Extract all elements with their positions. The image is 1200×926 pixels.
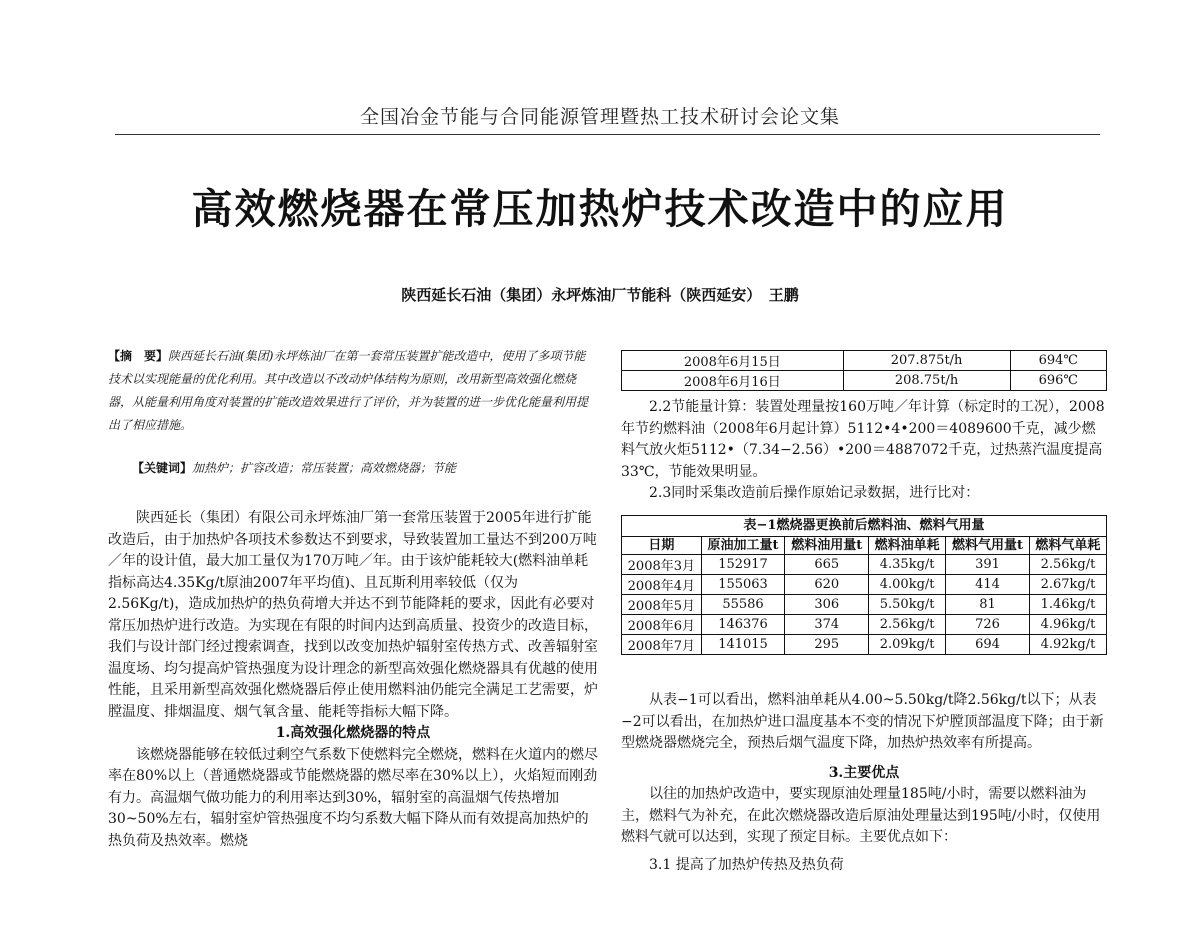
para-2-2: 2.2节能量计算：装置处理量按160万吨／年计算（标定时的工况），2008年节约燃料油（2008年6月起计算）5112•4•200＝4089600千克，减少燃料气放火炬5112•（7.34−2.56）•200＝4887072千克，过热蒸汽温度提高33℃，节能效果明显。 xyxy=(621,399,1105,480)
section1-paragraph: 该燃烧器能够在较低过剩空气系数下使燃料完全燃烧，燃料在火道内的燃尽率在80%以上（普通燃烧器或节能燃烧器的燃尽率在30%以上），火焰短而刚劲有力。高温烟气做功能力的利用率达到30%，辐射室的高温烟气传热增加30~50%左右，辐射室炉管热强度不均匀系数大幅下降从而有效提高加热炉的热负荷及热效率。燃烧 xyxy=(108,746,598,849)
keywords-text: 加热炉；扩容改造；常压装置；高效燃烧器；节能 xyxy=(192,461,457,475)
table2-cell: 306 xyxy=(785,595,869,615)
abstract-text: 陕西延长石油(集团)永坪炼油厂在第一套常压装置扩能改造中，使用了多项节能技术以实现能量的优化利用。其中改造以不改动炉体结构为原则，改用新型高效强化燃烧器，从能量利用角度对装置的扩能改造效果进行了评价，并为装置的进一步优化能量利用提出了相应措施。 xyxy=(108,349,589,432)
keywords-label: 【关键词】 xyxy=(132,461,193,475)
table2-cell: 1.46kg/t xyxy=(1029,595,1106,615)
table2-header-cell: 日期 xyxy=(622,537,702,555)
table2-body xyxy=(622,555,1107,655)
table2-cell: 152917 xyxy=(701,555,785,575)
table2-row xyxy=(622,635,1107,655)
table2-cell: 2.56kg/t xyxy=(869,615,946,635)
table2-cell: 4.96kg/t xyxy=(1029,615,1106,635)
section1-heading: 1.高效强化燃烧器的特点 xyxy=(275,725,431,741)
table2-cell: 374 xyxy=(785,615,869,635)
table2-cell: 620 xyxy=(785,575,869,595)
table1-row xyxy=(622,351,1107,371)
table2-cell: 4.35kg/t xyxy=(869,555,946,575)
table2-caption: 表−1燃烧器更换前后燃料油、燃料气用量 xyxy=(621,515,1107,536)
table1-cell: 207.875t/h xyxy=(843,351,1010,371)
table2-cell: 2008年4月 xyxy=(622,575,702,595)
author-line: 陕西延长石油（集团）永坪炼油厂节能科（陕西延安） 王鹏 xyxy=(401,286,799,304)
table2-cell: 2008年7月 xyxy=(622,635,702,655)
table2-cell: 2.56kg/t xyxy=(1029,555,1106,575)
table2-cell: 155063 xyxy=(701,575,785,595)
abstract xyxy=(108,345,596,437)
table2-header-cell: 燃料油用量t xyxy=(785,537,869,555)
table2-cell: 2008年6月 xyxy=(622,615,702,635)
table2-row xyxy=(622,555,1107,575)
table2-cell: 2.09kg/t xyxy=(869,635,946,655)
table2-cell: 4.00kg/t xyxy=(869,575,946,595)
table2-cell: 141015 xyxy=(701,635,785,655)
right-column-top xyxy=(621,397,1107,505)
intro-paragraph: 陕西延长（集团）有限公司永坪炼油厂第一套常压装置于2005年进行扩能改造后，由于加热炉各项技术参数达不到要求，导致装置加工量达不到200万吨／年的设计值，最大加工量仅为170万吨／年。由于该炉能耗较大(燃料油单耗指标高达4.35Kg/t原油2007年平均值)、且瓦斯利用率较低（仅为2.56Kg/t)，造成加热炉的热负荷增大并达不到节能降耗的要求，因此有必要对常压加热炉进行改造。为实现在有限的时间内达到高质量、投资少的改造目标，我们与设计部门经过搜索调查，找到以改变加热炉辐射室传热方式、改善辐射室温度场、均匀提高炉管热强度为设计理念的新型高效强化燃烧器具有优越的使用性能，且采用新型高效强化燃烧器后停止使用燃料油仍能完全满足工艺需要，炉膛温度、排烟温度、烟气氧含量、能耗等指标大幅下降。 xyxy=(108,510,598,720)
table1-cell: 696℃ xyxy=(1010,371,1106,391)
para-2-3: 2.3同时采集改造前后操作原始记录数据，进行比对： xyxy=(649,485,980,501)
running-header: 全国冶金节能与合同能源管理暨热工技术研讨会论文集 xyxy=(359,106,840,128)
table1 xyxy=(621,350,1107,391)
section3-paragraph: 以往的加热炉改造中，要实现原油处理量185吨/小时，需要以燃料油为主，燃料气为补充，在此次燃烧器改造后原油处理量达到195吨/小时，仅使用燃料气就可以达到，实现了预定目标。主要优点如下： xyxy=(621,786,1101,845)
table2-cell: 391 xyxy=(946,555,1030,575)
table1-cell: 2008年6月15日 xyxy=(622,351,844,371)
table2-cell: 146376 xyxy=(701,615,785,635)
keywords xyxy=(108,457,596,479)
table2-header-cell: 燃料气单耗 xyxy=(1029,537,1106,555)
table1-body xyxy=(622,351,1107,391)
subsection-3-1: 3.1 提高了加热炉传热及热负荷 xyxy=(649,856,844,873)
table2-row xyxy=(622,575,1107,595)
table1-cell: 2008年6月16日 xyxy=(622,371,844,391)
table2-cell: 4.92kg/t xyxy=(1029,635,1106,655)
table2-cell: 726 xyxy=(946,615,1030,635)
table2-header-cell: 原油加工量t xyxy=(701,537,785,555)
left-column xyxy=(108,508,598,852)
table2-cell: 665 xyxy=(785,555,869,575)
right-column-bottom xyxy=(621,690,1107,876)
table2-cell: 81 xyxy=(946,595,1030,615)
table2-cell: 414 xyxy=(946,575,1030,595)
table2-cell: 2008年3月 xyxy=(622,555,702,575)
table2-cell: 2.67kg/t xyxy=(1029,575,1106,595)
paper-title: 高效燃烧器在常压加热炉技术改造中的应用 xyxy=(191,185,1009,233)
table1-cell: 208.75t/h xyxy=(843,371,1010,391)
table2-header-row xyxy=(622,537,1107,555)
table2-cell: 5.50kg/t xyxy=(869,595,946,615)
table2-header-cell: 燃料油单耗 xyxy=(869,537,946,555)
table2-row xyxy=(622,615,1107,635)
table2 xyxy=(621,515,1107,655)
header-rule xyxy=(115,134,1100,135)
table2-row xyxy=(622,595,1107,615)
table2-cell: 694 xyxy=(946,635,1030,655)
table1-cell: 694℃ xyxy=(1010,351,1106,371)
table2-cell: 295 xyxy=(785,635,869,655)
abstract-label: 【摘 要】 xyxy=(108,349,169,363)
table2-header-cell: 燃料气用量t xyxy=(946,537,1030,555)
after-table-paragraph: 从表−1可以看出，燃料油单耗从4.00~5.50kg/t降2.56kg/t以下；从表−2可以看出，在加热炉进口温度基本不变的情况下炉膛顶部温度下降；由于新型燃烧器燃烧完全，预热后烟气温度下降，加热炉热效率有所提高。 xyxy=(621,692,1104,751)
table2-cell: 55586 xyxy=(701,595,785,615)
section3-heading: 3.主要优点 xyxy=(828,764,900,781)
table1-row xyxy=(622,371,1107,391)
table2-cell: 2008年5月 xyxy=(622,595,702,615)
